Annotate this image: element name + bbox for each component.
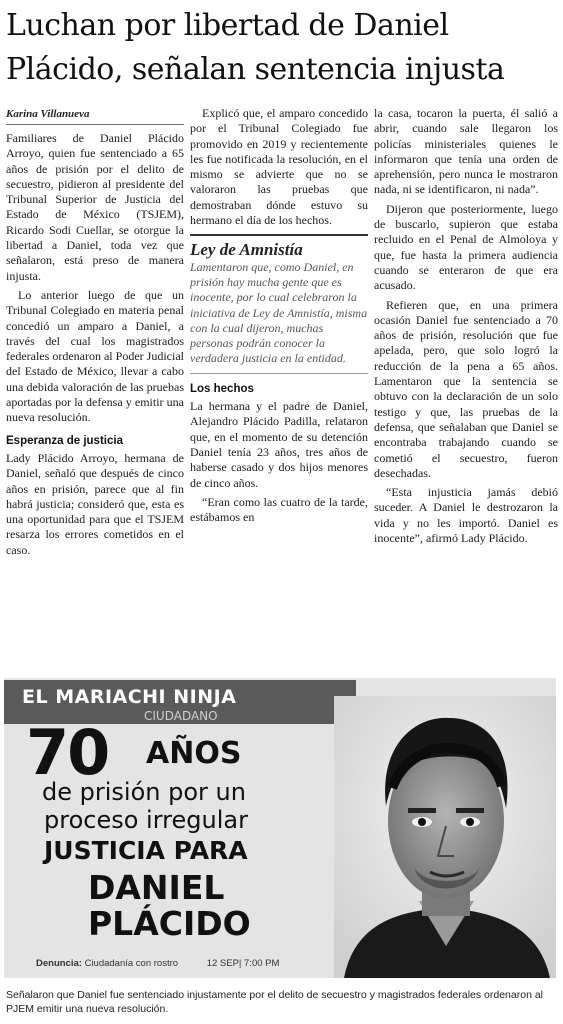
photo-caption: Señalaron que Daniel fue sentenciado injustamente por el delito de secuestro y magistrados federales ordenaron al PJEM emitir una nueva resolución. xyxy=(6,989,544,1015)
promo-years-label: AÑOS xyxy=(146,736,242,771)
promo-years-number: 70 xyxy=(26,716,109,789)
paragraph: Lady Plácido Arroyo, hermana de Daniel, señaló que después de cinco años en prisión, parece que al fin habrá justicia; consideró que, esta es una oportunidad para que el TSJEM resarza los errores cometidos en el caso. xyxy=(6,450,184,557)
promo-line: JUSTICIA PARA xyxy=(44,836,248,865)
column-1 xyxy=(6,131,184,562)
sidebar-box-amnistia xyxy=(190,234,368,373)
promo-footer-date: 12 SEP| 7:00 PM xyxy=(206,958,280,969)
promo-line: proceso irregular xyxy=(44,806,248,834)
paragraph: Explicó que, el amparo concedido por el Tribunal Colegiado fue promovido en 2019 y recientemente les fue notificada la resolución, en el mismo se advierte que no se valoraron las pruebas que demostraban dónde estuvo su hermano el día de los hechos. xyxy=(190,106,368,228)
sidebar-text: Lamentaron que, como Daniel, en prisión hay mucha gente que es inocente, por lo cual celebraron la iniciativa de Ley de Amnistía, misma con la cual dijeron, muchas personas podrán conocer la verdadera justicia en la entidad. xyxy=(190,259,368,366)
headline: Luchan por libertad de Daniel Plácido, señalan sentencia injusta xyxy=(6,8,505,87)
column-2 xyxy=(190,106,368,529)
paragraph: la casa, tocaron la puerta, él salió a abrir, cuando sale llegaron los policías ministeriales quienes le informaron que tenía una orden de aprehensión, pero nunca le mostraron nada, ni se identificaron, ni nada”. xyxy=(374,106,558,197)
subheading-hechos: Los hechos xyxy=(190,382,254,395)
paragraph: Dijeron que posteriormente, luego de buscarlo, supieron que estaba recluido en el Penal de Almoloya y que, fue hasta la primera audiencia cuando se enteraron de que era acusado. xyxy=(374,201,558,293)
paragraph: “Esta injusticia jamás debió suceder. A Daniel le destrozaron la vida y no les importó. Daniel es inocente”, afirmó Lady Plácido. xyxy=(374,485,558,546)
paragraph: Familiares de Daniel Plácido Arroyo, quien fue sentenciado a 65 años de prisión por el delito de secuestro, pidieron al presidente del Tribunal Superior de Justicia del Estado de México (TSJEM), Ricardo Sodi Cuellar, se otorgue la libertad a Daniel, toda vez que señalaron, está preso de manera injusta. xyxy=(6,131,184,283)
promo-brand-title: EL MARIACHI NINJA xyxy=(22,686,237,708)
paragraph: “Eran como las cuatro de la tarde, estábamos en xyxy=(190,494,368,525)
paragraph: Lo anterior luego de que un Tribunal Colegiado en materia penal concedió un amparo a Daniel, a través del cual los magistrados federales ordenaron al Poder Judicial del Estado de México, llevar a cabo una debida valoración de las pruebas aportadas por la defensa y emitir una nueva resolución. xyxy=(6,287,184,425)
promo-graphic xyxy=(4,678,556,978)
promo-name-first: DANIEL xyxy=(88,868,225,907)
promo-name-last: PLÁCIDO xyxy=(88,904,251,943)
byline-divider xyxy=(6,124,184,125)
column-3 xyxy=(374,106,558,550)
sidebar-title: Ley de Amnistía xyxy=(190,240,303,260)
promo-line: de prisión por un xyxy=(42,778,246,806)
portrait-photo xyxy=(334,696,556,978)
promo-footer-label: Denuncia: xyxy=(36,958,82,969)
promo-footer-text: Ciudadanía con rostro xyxy=(84,958,179,969)
promo-footer xyxy=(36,958,279,969)
byline: Karina Villanueva xyxy=(6,108,90,120)
subheading-esperanza: Esperanza de justicia xyxy=(6,434,123,447)
paragraph: Refieren que, en una primera ocasión Daniel fue sentenciado a 70 años de prisión, resolución que fue apelada, pero, que solo logró la reducción de la pena a 65 años. Lamentaron que la sentencia se obtuvo con la declaración de un solo testigo y que, las pruebas de la defensa, que señalaban que Daniel se encontraba trabajando cuando se cometió el secuestro, fueron desechadas. xyxy=(374,297,558,480)
promo-brand-subtitle: CIUDADANO xyxy=(144,709,218,723)
paragraph: La hermana y el padre de Daniel, Alejandro Plácido Padilla, relataron que, en el momento de su detención Daniel tenía 23 años, tres años de haberse casado y dos hijos menores de cinco años. xyxy=(190,399,368,490)
